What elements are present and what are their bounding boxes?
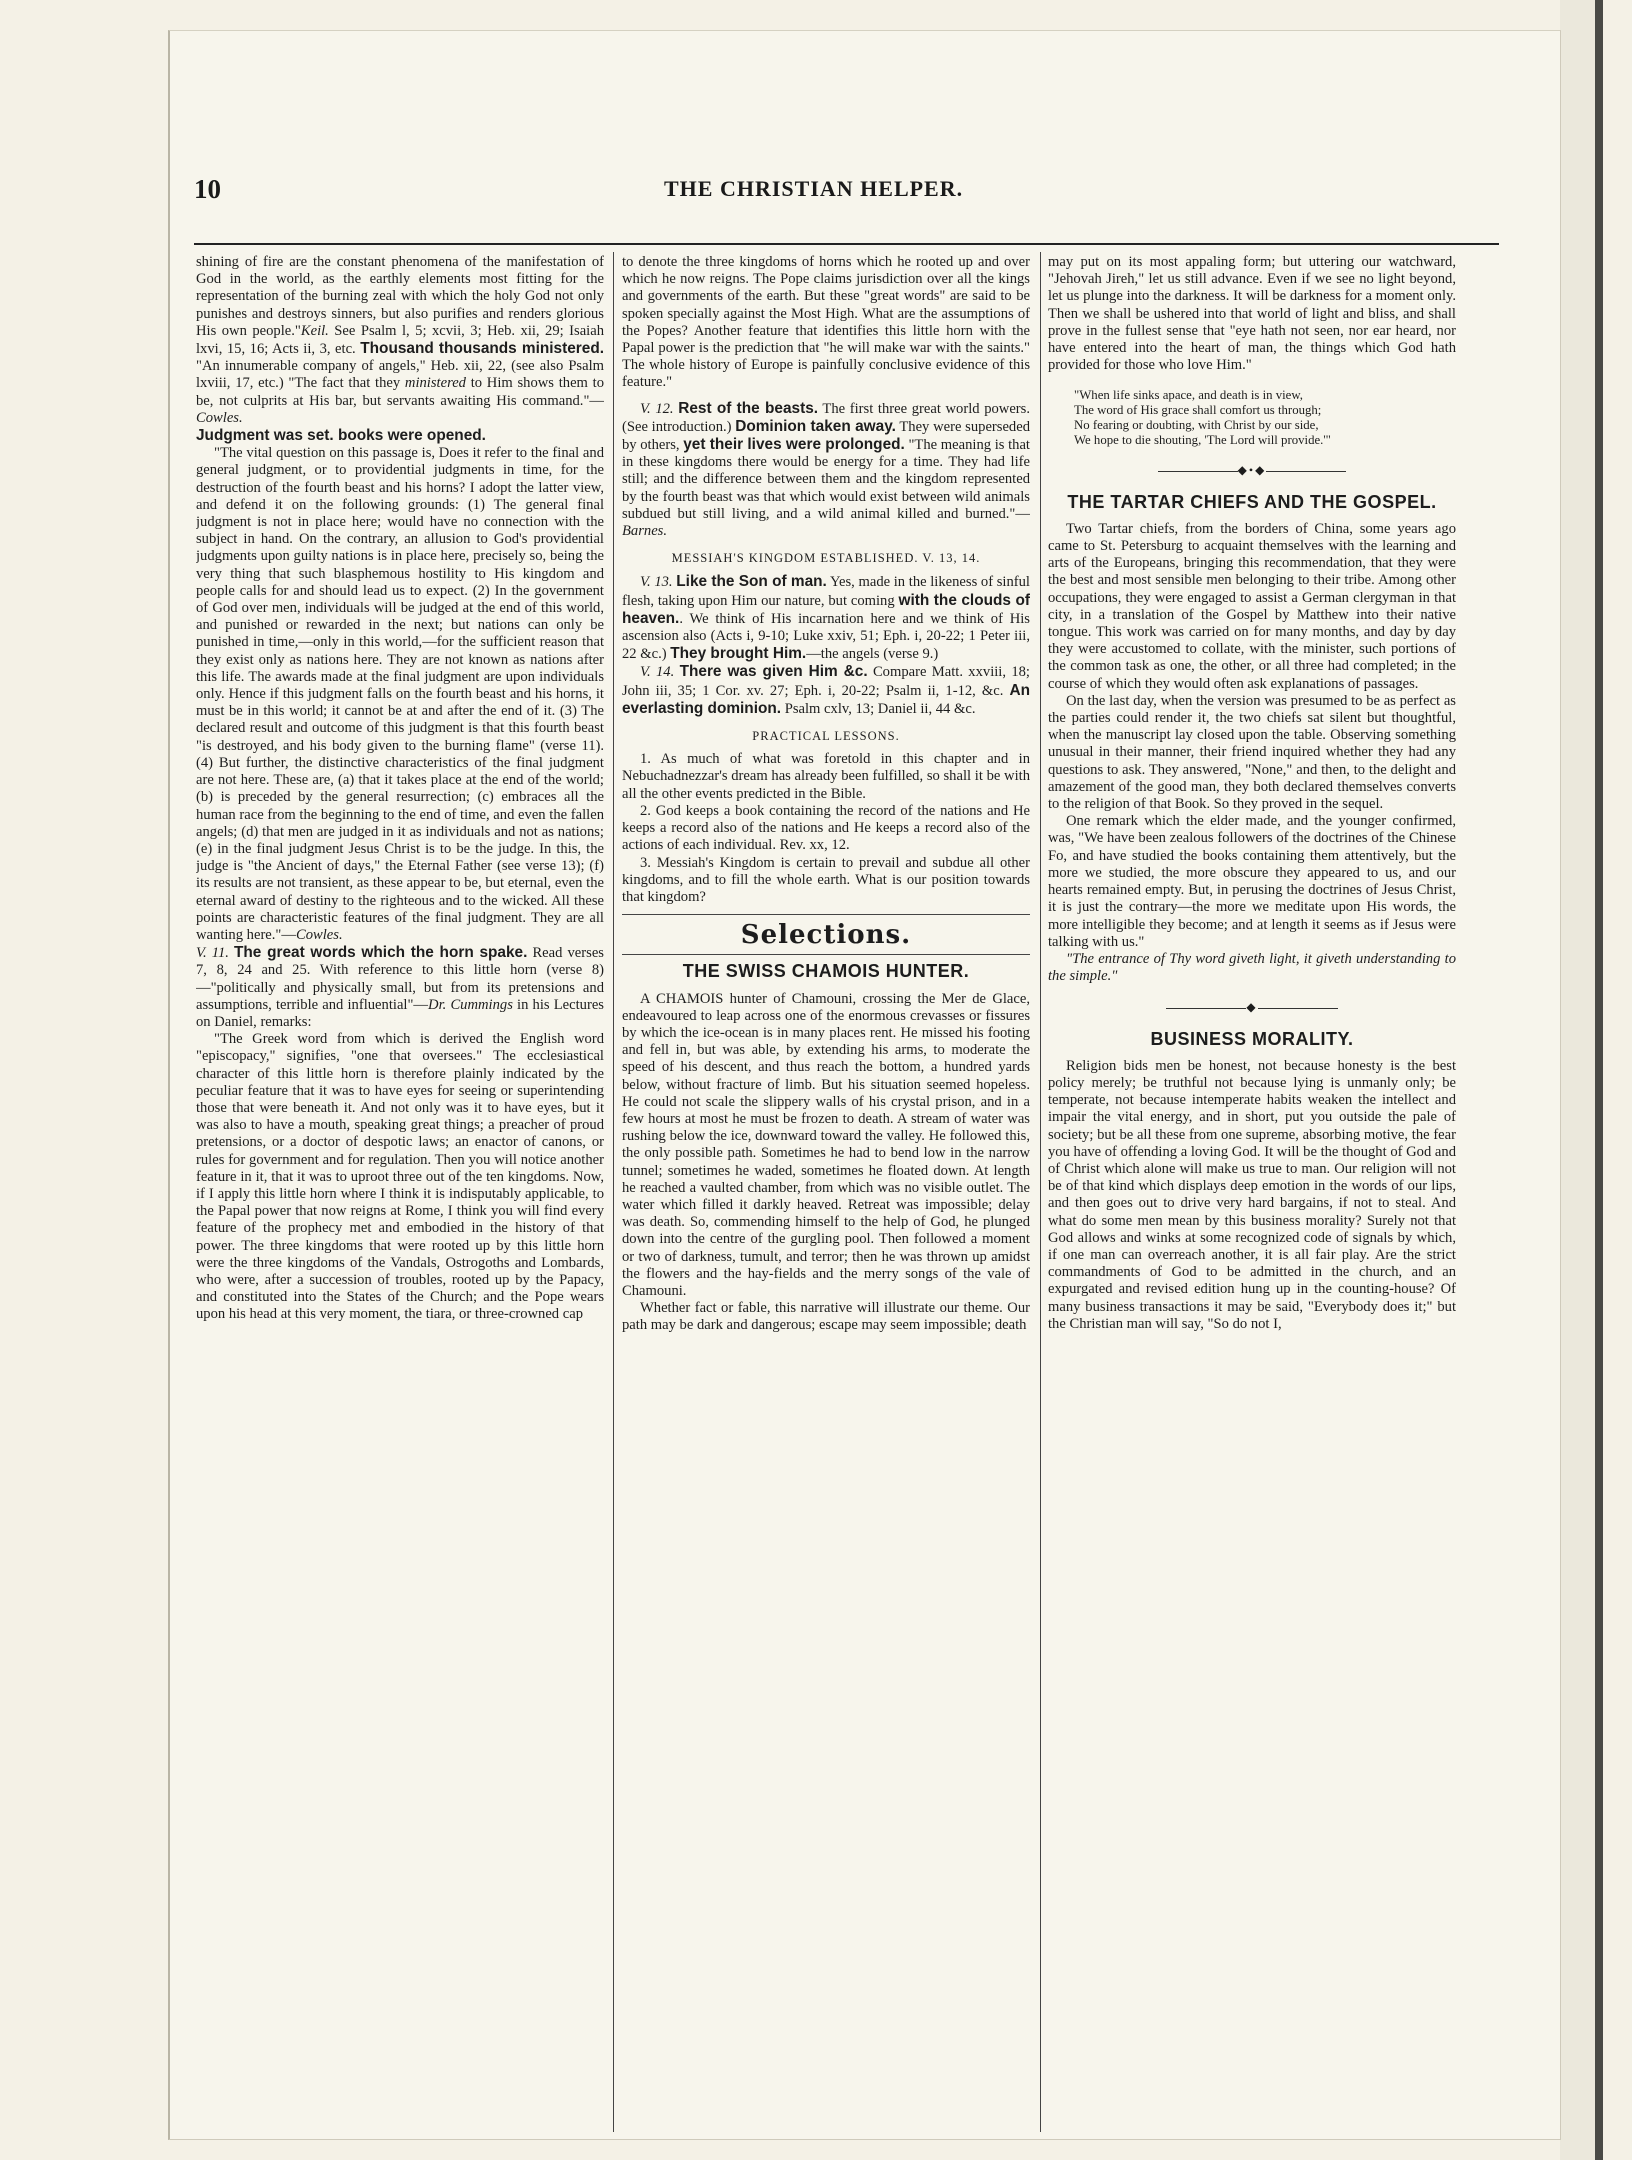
heading-lives: yet their lives were prolonged.: [683, 436, 905, 454]
heading-great-words: The great words which the horn spake.: [234, 944, 528, 962]
scripture-quote: "The entrance of Thy word giveth light, it giveth understanding to the simple.": [1048, 950, 1456, 985]
divider: [622, 954, 1030, 955]
column-rule-1: [613, 252, 614, 2132]
paragraph: V. 12. Rest of the beasts. The first three great world powers. (See introduction.) Dominion taken away. They were superseded by others, yet their lives were prolonged. "The meaning is that in these kingdoms there would be energy for a time. They had life still; and the difference between them and the kingdom represented by the fourth beast was that which would exist between wild animals subdued but still living, and a wild animal killed and burned."—Barnes.: [622, 399, 1030, 540]
adjacent-page-shadow: [1560, 0, 1595, 2160]
ornament-divider: ◆: [1048, 999, 1456, 1016]
column-left: [196, 254, 604, 2134]
paragraph: V. 11. The great words which the horn spake. Read verses 7, 8, 24 and 25. With reference to this little horn (verse 8)—"politically and physically small, but from its pretensions and assumptions, terrible and influential"—Dr. Cummings in his Lectures on Daniel, remarks:: [196, 944, 604, 1030]
article-title-tartar: THE TARTAR CHIEFS AND THE GOSPEL.: [1067, 491, 1437, 512]
heading-thousand: Thousand thousands ministered.: [360, 340, 604, 358]
lesson-item: 2. God keeps a book containing the record of the nations and He keeps a record also of the nations and He keeps a record also of the actions of each individual. Rev. xx, 12.: [622, 802, 1030, 854]
column-middle: [622, 254, 1030, 2134]
heading-clouds: with the clouds of heaven.: [622, 591, 1030, 627]
paragraph: Two Tartar chiefs, from the borders of China, some years ago came to St. Petersburg to acquaint themselves with the learning and arts of the Europeans, bringing this recommendation, that they were the best and most sensible men belonging to their tribe. Among other occupations, they were engaged to assist a German clergyman in that city, in a translation of the Gospel by Matthew into their native tongue. This work was carried on for many months, and day by day they were accustomed to collate, with the minister, such portions of the common task as one, the other, or all three had completed; in the course of which they would often ask explanations of passages.: [1048, 520, 1456, 692]
paragraph: may put on its most appaling form; but uttering our watchward, "Jehovah Jireh," let us still advance. Even if we see no light beyond, let us plunge into the darkness. It will be darkness for a moment only. Then we shall be ushered into that world of light and bliss, and shall prove in the fullest sense that "eye hath not seen, nor ear heard, nor have entered into the heart of man, the things which God hath provided for those who love Him.": [1048, 254, 1456, 374]
header-rule: [194, 243, 1499, 245]
journal-title: THE CHRISTIAN HELPER.: [664, 176, 964, 201]
paragraph: shining of fire are the constant phenomena of the manifestation of God in the world, as the earthly elements most fitting for the representation of the burning zeal with which the holy God not only punishes and destroys sinners, but also purifies and renders glorious His own people."Keil. See Psalm l, 5; xcvii, 3; Heb. xii, 29; Isaiah lxvi, 15, 16; Acts ii, 3, etc. Thousand thousands ministered. "An innumerable company of angels," Heb. xii, 22, (see also Psalm lxviii, 17, etc.) "The fact that they ministered to Him shows them to be, not culprits at His bar, but servants awaiting His command."—Cowles.: [196, 254, 604, 426]
lesson-item: 3. Messiah's Kingdom is certain to prevail and subdue all other kingdoms, and to fill the whole earth. What is our position towards that kingdom?: [622, 854, 1030, 905]
paragraph: "The vital question on this passage is, Does it refer to the final and general judgment, or to providential judgments in time, for the destruction of the fourth beast and his horns? I adopt the latter view, and defend it on the following grounds: (1) The general final judgment is not in place here; would have no connection with the subject in hand. On the contrary, an allusion to God's providential judgments upon guilty nations is in place here, precisely so, being the very thing that such blasphemous hostility to His kingdom and people calls for and should lead us to expect. (2) In the government of God over men, individuals will be judged at the end of this world, and punished or rewarded in the next; but nations can only be punished in time,—only in this world,—for the sufficient reason that they exist only as nations here. They are not known as nations after this life. The awards made at the final judgment are upon individuals only. Hence if this judgment falls on the fourth beast and his horns, it must be in this world; it cannot be at and after the end of it. (3) The declared result and outcome of this judgment is that this fourth beast "is destroyed, and his body given to the burning flame" (verse 11). (4) But further, the distinctive characteristics of the final judgment are not here. These are, (a) that it takes place at the end of the world; (b) is preceded by the general resurrection; (c) embraces all the human race from the beginning to the end of time, and even the fallen angels; (d) that men are judged in it as individuals and not as nations; (e) in the final judgment Jesus Christ is to be the judge. In this, the judge is "the Ancient of days," the Eternal Father (see verse 13); (f) its results are not transient, as these appear to be, but eternal, even the eternal award of destiny to the righteous and to the wicked. All these points are characteristic features of the final judgment. They are all wanting here."—Cowles.: [196, 445, 604, 943]
article-title-swiss: THE SWISS CHAMOIS HUNTER.: [682, 961, 970, 982]
divider: [622, 914, 1030, 915]
poem-line: The word of His grace shall comfort us through;: [1074, 403, 1322, 418]
poem-line: We hope to die shouting, 'The Lord will provide.'": [1074, 433, 1331, 448]
paragraph: to denote the three kingdoms of horns which he rooted up and over which he now reigns. The Pope claims jurisdiction over all the kings and governments of the earth. But these "great words" are said to be spoken specially against the Most High. What are the assumptions of the Popes? Another feature that identifies this little horn with the Papal power is the prediction that "he will make war with the saints." The whole history of Europe is painfully conclusive evidence of this feature.": [622, 254, 1030, 391]
paragraph: V. 14. There was given Him &c. Compare Matt. xxviii, 18; John iii, 35; 1 Cor. xv. 27; Eph. i, 20-22; Psalm ii, 1-12, &c. An everlasting dominion. Psalm cxlv, 13; Daniel ii, 44 &c.: [622, 663, 1030, 717]
paragraph: On the last day, when the version was presumed to be as perfect as the parties could render it, the two chiefs sat silent but thoughtful, when the manuscript lay closed upon the table. Observing something unusual in their manner, their friend inquired whether they had any questions to ask. They answered, "None," and then, to the delight and amazement of the good man, they both declared themselves converts to the religion of that Book. So they proved in the sequel.: [1048, 692, 1456, 813]
page-header: [194, 170, 1034, 210]
paragraph: Religion bids men be honest, not because honesty is the best policy merely; be truthful not because lying is unmanly only; be temperate, not because intemperate habits weaken the intellect and impair the vital energy, and in short, put you outside the pale of society; but be all these from one supreme, absorbing motive, the fear you have of offending a loving God. It will be the thought of God and of Christ which alone will make us true to man. Our religion will not be of that kind which displays deep emotion in the words of our lips, and then goes out to drive very hard bargains, if not to steal. And what do some men mean by this business morality? Surely not that God allows and winks at some recognized code of signals by which, if one man can overreach another, it is all fair play. Are the strict commandments of God to be admitted in the church, and an expurgated and revised edition hung up in the counting-house? Of many business transactions it may be said, "Everybody does it;" but the Christian man will say, "So do not I,: [1048, 1057, 1456, 1332]
subheading-lessons: PRACTICAL LESSONS.: [752, 729, 900, 744]
page-edge: [1595, 0, 1603, 2160]
page-number: 10: [194, 174, 221, 204]
paragraph: V. 13. Like the Son of man. Yes, made in the likeness of sinful flesh, taking upon Him our nature, but coming with the clouds of heaven.. We think of His incarnation here and we think of His ascension also (Acts i, 9-10; Luke xxiv, 51; Eph. i, 20-22; 1 Peter iii, 22 &c.) They brought Him.—the angels (verse 9.): [622, 573, 1030, 663]
paragraph: "The Greek word from which is derived the English word "episcopacy," signifies, "one that oversees." The ecclesiastical character of this little horn is therefore plainly indicated by the peculiar feature that it was to have eyes for seeing or superintending those that were beneath it. And not only was it to have eyes, but it was also to have a mouth, speaking great things; a preacher of proud pretensions, or a doctor of despotic laws; an enactor of canons, or rules for government and for regulation. Then you will notice another feature in it, that it was to uproot three out of the ten kingdoms. Now, if I apply this little horn where I think it is indisputably applicable, to the Papal power that now reigns at Rome, I think you will find every feature of the prophecy met and embodied in the history of that power. The three kingdoms that were rooted up by this little horn were the three kingdoms of the Vandals, Ostrogoths and Lombards, who were, after a succession of troubles, rooted up by the Papacy, and constituted into the States of the Church; and the Pope wears upon his head at this very moment, the tiara, or three-crowned cap: [196, 1031, 604, 1323]
paragraph: A CHAMOIS hunter of Chamouni, crossing the Mer de Glace, endeavoured to leap across one of the enormous crevasses or fissures by which the ice-ocean is in many places rent. He missed his footing and fell in, but was able, by extending his arms, to moderate the speed of his descent, and thus reach the bottom, a hundred yards below, without fracture of limb. But his situation seemed hopeless. He could not scale the slippery walls of his crystal prison, and in a few hours at most he must be frozen to death. A stream of water was rushing below the ice, downward toward the valley. He followed this, the only possible path. Sometimes he had to bend low in the narrow tunnel; sometimes he waded, sometimes he floated down. At length he reached a vaulted chamber, from which was no visible outlet. The water which filled it darkly heaved. Retreat was impossible; delay was death. So, commending himself to the help of God, he plunged down into the centre of the gurgling pool. Then followed a moment or two of darkness, tumult, and terror; then he was thrown up amidst the flowers and the hay-fields and the merry songs of the vale of Chamouni.: [622, 990, 1030, 1299]
paragraph: Whether fact or fable, this narrative will illustrate our theme. Our path may be dark and dangerous; escape may seem impossible; death: [622, 1300, 1030, 1334]
poem-line: "When life sinks apace, and death is in view,: [1074, 388, 1303, 403]
article-title-business: BUSINESS MORALITY.: [1150, 1028, 1354, 1049]
heading-given: There was given Him &c.: [679, 663, 868, 681]
heading-judgment: Judgment was set. books were opened.: [196, 427, 486, 445]
column-right: [1048, 254, 1456, 2134]
heading-rest-of-beasts: Rest of the beasts.: [678, 399, 819, 417]
heading-son-of-man: Like the Son of man.: [676, 573, 827, 591]
poem-line: No fearing or doubting, with Christ by our side,: [1074, 418, 1319, 433]
paragraph: One remark which the elder made, and the younger confirmed, was, "We have been zealous followers of the doctrines of the Chinese Fo, and have studied the books containing them attentively, but the more we studied, the more obscure they appeared to us, and our hearts remained empty. But, in perusing the doctrines of Jesus Christ, it is just the contrary—the more we meditate upon His words, the more intelligible they become; and at length it seems as if Jesus were talking with us.": [1048, 813, 1456, 950]
column-rule-2: [1040, 252, 1041, 2132]
lesson-item: 1. As much of what was foretold in this chapter and in Nebuchadnezzar's dream has already been fulfilled, so shall it be with all the other events predicted in the Bible.: [622, 751, 1030, 802]
ornament-divider: ◆•◆: [1048, 462, 1456, 479]
section-title-selections: Selections.: [740, 920, 912, 951]
poem: [1074, 388, 1456, 448]
heading-brought: They brought Him.: [670, 645, 807, 663]
heading-dominion: Dominion taken away.: [735, 417, 896, 435]
heading-everlasting: An everlasting dominion.: [622, 681, 1030, 717]
subheading-messiah: MESSIAH'S KINGDOM ESTABLISHED. V. 13, 14.: [671, 551, 981, 566]
